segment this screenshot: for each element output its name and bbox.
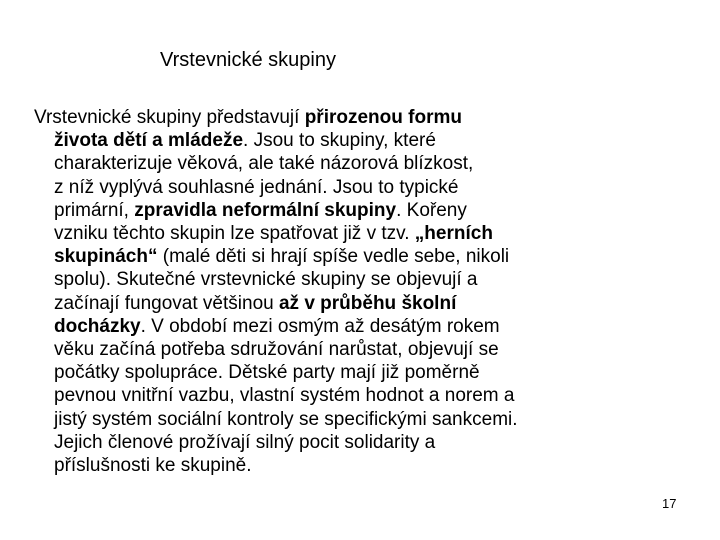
paragraph-line xyxy=(34,361,674,384)
text-segment: Jejich členové prožívají silný pocit solidarity a xyxy=(54,431,436,453)
text-segment: . Kořeny xyxy=(396,199,467,221)
bold-text-segment: až v průběhu školní xyxy=(278,292,457,314)
paragraph-line xyxy=(34,408,674,431)
paragraph-line xyxy=(34,292,674,315)
paragraph-line xyxy=(34,454,674,477)
paragraph-line xyxy=(34,315,674,338)
paragraph-line xyxy=(34,199,674,222)
text-segment: vzniku těchto skupin lze spatřovat již v tzv. xyxy=(54,223,415,245)
slide-body-paragraph xyxy=(34,106,674,477)
text-segment: příslušnosti ke skupině. xyxy=(54,455,252,477)
bold-text-segment: života dětí a mládeže xyxy=(54,130,244,152)
text-segment: charakterizuje věková, ale také názorová blízkost, xyxy=(54,153,474,175)
paragraph-line xyxy=(34,268,674,291)
text-segment: jistý systém sociální kontroly se specifickými sankcemi. xyxy=(54,408,518,430)
paragraph-line xyxy=(34,431,674,454)
text-segment: počátky spolupráce. Dětské party mají již poměrně xyxy=(54,362,480,384)
text-segment: (malé děti si hrají spíše vedle sebe, nikoli xyxy=(157,246,510,268)
text-segment: věku začíná potřeba sdružování narůstat, objevují se xyxy=(54,339,499,361)
paragraph-line xyxy=(34,384,674,407)
text-segment: . V období mezi osmým až desátým rokem xyxy=(140,315,500,337)
bold-text-segment: zpravidla neformální skupiny xyxy=(134,199,397,221)
paragraph-line xyxy=(34,152,674,175)
bold-text-segment: „herních xyxy=(414,223,493,245)
slide-title: Vrstevnické skupiny xyxy=(160,49,336,71)
paragraph-line xyxy=(34,222,674,245)
text-segment: primární, xyxy=(54,199,135,221)
paragraph-line xyxy=(34,176,674,199)
bold-text-segment: docházky xyxy=(54,315,141,337)
text-segment: spolu). Skutečné vrstevnické skupiny se objevují a xyxy=(54,269,478,291)
text-segment: začínají fungovat většinou xyxy=(54,292,279,314)
page-number: 17 xyxy=(662,496,677,511)
paragraph-line xyxy=(34,245,674,268)
text-segment: pevnou vnitřní vazbu, vlastní systém hodnot a norem a xyxy=(54,385,515,407)
text-segment: Vrstevnické skupiny představují xyxy=(34,107,305,128)
paragraph-line xyxy=(34,106,674,129)
paragraph-line xyxy=(34,338,674,361)
bold-text-segment: skupinách“ xyxy=(54,246,158,268)
paragraph-line xyxy=(34,129,674,152)
text-segment: . Jsou to skupiny, které xyxy=(243,130,436,152)
bold-text-segment: přirozenou formu xyxy=(304,107,462,128)
text-segment: z níž vyplývá souhlasné jednání. Jsou to typické xyxy=(54,176,459,198)
